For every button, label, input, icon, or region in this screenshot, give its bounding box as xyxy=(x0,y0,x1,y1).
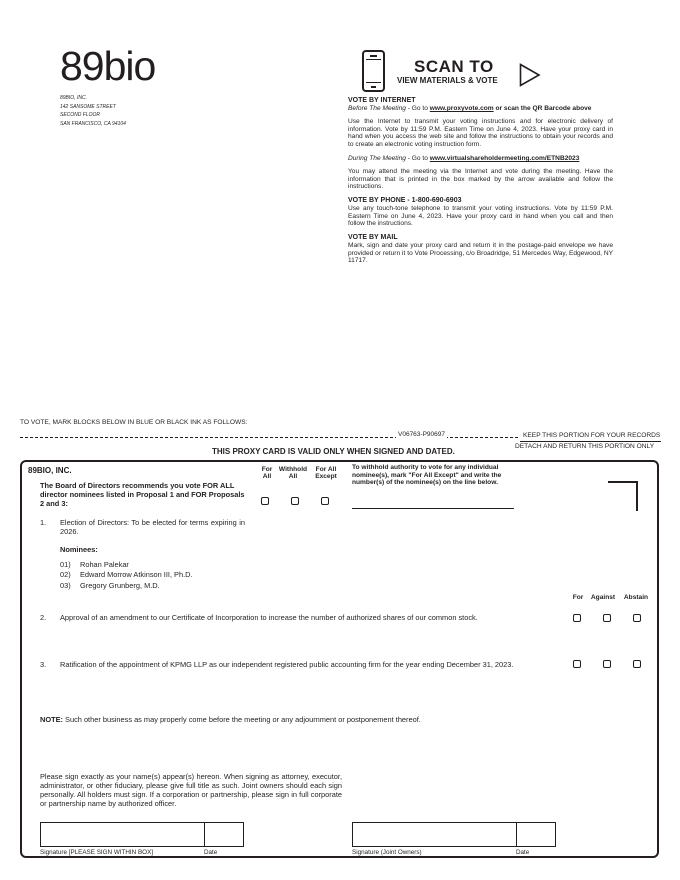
col-withhold-all xyxy=(276,466,310,481)
board-recommendation: The Board of Directors recommends you vote FOR ALL director nominees listed in Proposal 1 and FOR Proposals 2 and 3: xyxy=(40,481,245,508)
item3-abstain-checkbox[interactable] xyxy=(633,660,641,668)
col-for: For xyxy=(572,594,584,601)
nominee-item xyxy=(60,560,193,570)
item2-text: Approval of an amendment to our Certificate of Incorporation to increase the number of authorized shares of our common stock. xyxy=(60,613,478,622)
corner-marker xyxy=(608,481,638,511)
mail-heading: VOTE BY MAIL xyxy=(348,234,398,241)
keep-divider xyxy=(520,441,661,442)
nominee-num: 01) xyxy=(60,560,71,569)
valid-notice: THIS PROXY CARD IS VALID ONLY WHEN SIGNED AND DATED. xyxy=(212,447,455,456)
item2-for-checkbox[interactable] xyxy=(573,614,581,622)
keep-portion-label: KEEP THIS PORTION FOR YOUR RECORDS xyxy=(523,432,661,439)
withhold-all-checkbox[interactable] xyxy=(291,497,299,505)
note-text: Such other business as may properly come before the meeting or any adjournment or postponement thereof. xyxy=(63,715,421,724)
phone-body: Use any touch-tone telephone to transmit your voting instructions. Vote by 11:59 P.M. Eastern Time on June 4, 2023. Have your proxy card in hand when you call and then follow the instructions. xyxy=(348,205,613,228)
address-line: 89BIO, INC. xyxy=(60,95,87,101)
nominee-num: 03) xyxy=(60,580,71,590)
col-label: All xyxy=(288,473,298,481)
arrow-right-icon xyxy=(519,63,541,87)
date-box[interactable] xyxy=(204,822,244,847)
to-vote-instructions: TO VOTE, MARK BLOCKS BELOW IN BLUE OR BLACK INK AS FOLLOWS: xyxy=(20,419,248,426)
phone-icon xyxy=(362,50,385,92)
during-label: During The Meeting xyxy=(348,155,406,162)
address-line: SECOND FLOOR xyxy=(60,112,101,119)
scan-subtitle: VIEW MATERIALS & VOTE xyxy=(397,76,498,85)
col-for-all xyxy=(257,466,277,481)
col-label: All xyxy=(262,473,272,481)
address-line: 142 SANSOME STREET xyxy=(60,103,116,110)
company-logo: 89bio xyxy=(60,43,156,89)
before-meeting-line xyxy=(348,105,613,113)
nominee-list xyxy=(60,560,193,591)
internet-body: Use the Internet to transmit your voting instructions and for electronic delivery of information. Vote by 11:59 P.M. Eastern Time on June 4, 2023. Have your proxy card in hand when you access the web site and follow the instructions to obtain your records and to create an electronic voting instruction form. xyxy=(348,118,613,148)
item3-for-checkbox[interactable] xyxy=(573,660,581,668)
signature-box[interactable] xyxy=(40,822,205,847)
item1-text: Election of Directors: To be elected for terms expiring in 2026. xyxy=(60,518,245,536)
joint-signature-label: Signature (Joint Owners) xyxy=(352,849,422,856)
note-label: NOTE: xyxy=(40,715,63,724)
nominee-number-line[interactable] xyxy=(352,508,514,509)
joint-signature-box[interactable] xyxy=(352,822,517,847)
sign-instructions: Please sign exactly as your name(s) appear(s) hereon. When signing as attorney, executor, administrator, or other fiduciary, please give full title as such. Joint owners should each sign personally. All holders must sign. If a corporation or partnership, please sign in full corporate or partnership name by authorized officer. xyxy=(40,772,342,808)
phone-heading: VOTE BY PHONE - 1-800-690-6903 xyxy=(348,197,462,204)
card-company: 89BIO, INC. xyxy=(28,466,72,475)
joint-date-label: Date xyxy=(516,849,530,856)
for-all-except-checkbox[interactable] xyxy=(321,497,329,505)
col-abstain: Abstain xyxy=(623,594,649,601)
col-label: For All xyxy=(315,466,337,473)
proxyvote-link[interactable]: www.proxyvote.com xyxy=(429,105,494,112)
item3-against-checkbox[interactable] xyxy=(603,660,611,668)
withhold-instructions: To withhold authority to vote for any individual nominee(s), mark "For All Except" and write the number(s) of the nominee(s) on the line below. xyxy=(352,464,502,487)
nominee-num: 02) xyxy=(60,570,71,580)
nominees-label: Nominees: xyxy=(60,545,98,554)
item2-abstain-checkbox[interactable] xyxy=(633,614,641,622)
before-text: - Go to xyxy=(405,105,430,112)
nominee-name: Edward Morrow Atkinson III, Ph.D. xyxy=(80,570,193,580)
item2-against-checkbox[interactable] xyxy=(603,614,611,622)
item2-number: 2. xyxy=(40,613,47,622)
nominee-item xyxy=(60,581,193,591)
joint-date-box[interactable] xyxy=(516,822,556,847)
scan-title: SCAN TO xyxy=(414,57,494,76)
date-label: Date xyxy=(204,849,218,856)
col-label: Withhold xyxy=(278,466,308,473)
before-suffix: or scan the QR Barcode above xyxy=(493,105,592,112)
address-line: SAN FRANCISCO, CA 94104 xyxy=(60,121,126,128)
detach-return-label: DETACH AND RETURN THIS PORTION ONLY xyxy=(515,443,655,450)
nominee-item xyxy=(60,570,193,580)
nominee-name: Gregory Grunberg, M.D. xyxy=(80,580,160,590)
during-text: - Go to xyxy=(405,155,430,162)
signature-label: Signature [PLEASE SIGN WITHIN BOX] xyxy=(40,849,154,856)
control-code: V06763-P90697 xyxy=(398,431,445,438)
internet-heading: VOTE BY INTERNET xyxy=(348,97,416,104)
for-all-checkbox[interactable] xyxy=(261,497,269,505)
nominee-name: Rohan Palekar xyxy=(80,560,129,569)
col-for-all-except xyxy=(311,466,341,481)
col-label: Except xyxy=(315,473,337,481)
item3-number: 3. xyxy=(40,660,47,669)
col-label: For xyxy=(261,466,273,473)
note xyxy=(40,715,421,724)
mail-body: Mark, sign and date your proxy card and return it in the postage-paid envelope we have provided or return it to Vote Processing, c/o Broadridge, 51 Mercedes Way, Edgewood, NY 11717. xyxy=(348,242,613,265)
during-meeting-line xyxy=(348,155,613,163)
during-body: You may attend the meeting via the Internet and vote during the meeting. Have the information that is printed in the box marked by the arrow available and follow the instructions. xyxy=(348,168,613,191)
col-against: Against xyxy=(590,594,616,601)
item3-text: Ratification of the appointment of KPMG LLP as our independent registered public accounting firm for the year ending December 31, 2023. xyxy=(60,660,514,669)
before-label: Before The Meeting xyxy=(348,105,406,112)
virtual-meeting-link[interactable]: www.virtualshareholdermeeting.com/ETNB2023 xyxy=(429,155,580,162)
company-address xyxy=(60,94,126,129)
item1-number: 1. xyxy=(40,518,47,527)
